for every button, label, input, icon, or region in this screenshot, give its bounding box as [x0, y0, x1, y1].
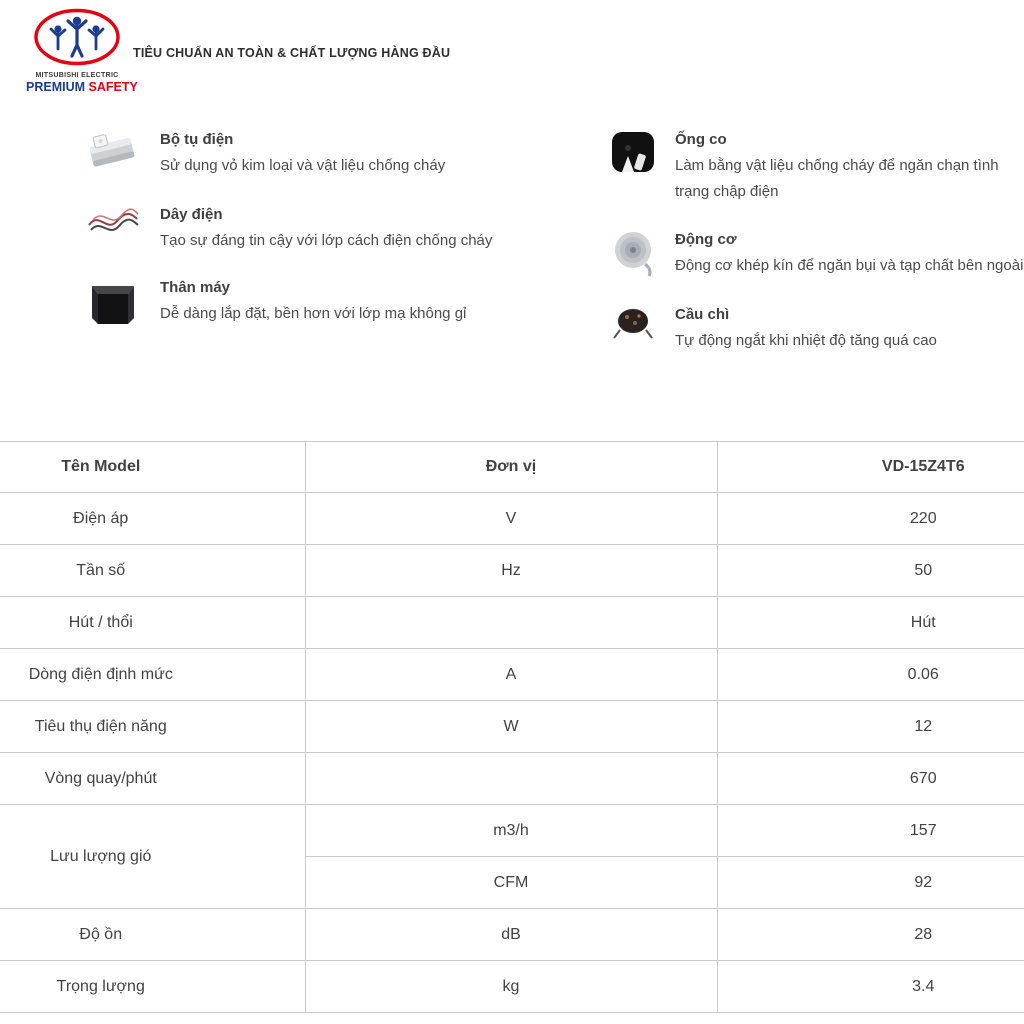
spec-value: 157 — [717, 805, 1024, 857]
spec-name: Trọng lượng — [0, 961, 305, 1013]
wire-icon — [66, 201, 160, 241]
feature-title: Dây điện — [160, 206, 223, 223]
table-row — [0, 805, 1024, 857]
spec-unit: A — [305, 649, 717, 701]
table-row — [0, 493, 1024, 545]
spec-value: 220 — [717, 493, 1024, 545]
feature-title: Động cơ — [675, 231, 737, 248]
table-row — [0, 649, 1024, 701]
feature-motor — [590, 226, 1024, 279]
feature-duct-connector — [590, 126, 1024, 205]
spec-name: Độ ồn — [0, 909, 305, 961]
feature-title: Cầu chì — [675, 306, 730, 323]
feature-fuse — [590, 301, 1024, 354]
spec-name: Tần số — [0, 545, 305, 597]
feature-desc: Tự động ngắt khi nhiệt độ tăng quá cao — [675, 332, 937, 349]
duct-connector-icon — [590, 126, 675, 178]
feature-title: Ống co — [675, 131, 727, 148]
spec-unit — [305, 753, 717, 805]
feature-desc: Dễ dàng lắp đặt, bền hơn với lớp mạ không gỉ — [160, 305, 467, 322]
col-header-value: VD-15Z4T6 — [717, 442, 1024, 493]
table-row — [0, 545, 1024, 597]
feature-capacitor — [66, 126, 566, 179]
feature-title: Thân máy — [160, 279, 231, 296]
spec-value: 12 — [717, 701, 1024, 753]
spec-table-body — [0, 493, 1024, 1013]
spec-name: Tiêu thụ điện năng — [0, 701, 305, 753]
table-row — [0, 753, 1024, 805]
col-header-model: Tên Model — [0, 442, 305, 493]
table-row — [0, 961, 1024, 1013]
feature-title: Bộ tụ điện — [160, 131, 234, 148]
table-header-row — [0, 442, 1024, 493]
spec-unit: Hz — [305, 545, 717, 597]
spec-value: 3.4 — [717, 961, 1024, 1013]
premium-safety-mark-icon — [33, 53, 121, 70]
table-row — [0, 597, 1024, 649]
col-header-unit: Đơn vị — [305, 442, 717, 493]
logo-premium-safety-text — [26, 80, 138, 94]
logo-premium: PREMIUM — [26, 80, 86, 94]
feature-desc: Động cơ khép kín để ngăn bụi và tạp chất bên ngoài — [675, 257, 1024, 274]
spec-value: Hút — [717, 597, 1024, 649]
logo-safety: SAFETY — [88, 80, 138, 94]
motor-icon — [590, 226, 675, 278]
feature-fan-body — [66, 274, 566, 330]
feature-desc: Tạo sự đáng tin cậy với lớp cách điện chống cháy — [160, 232, 493, 249]
spec-unit — [305, 597, 717, 649]
spec-unit: V — [305, 493, 717, 545]
spec-name: Hút / thổi — [0, 597, 305, 649]
spec-name: Vòng quay/phút — [0, 753, 305, 805]
fan-body-icon — [66, 274, 160, 330]
spec-unit: dB — [305, 909, 717, 961]
mitsubishi-premium-safety-logo — [26, 8, 138, 94]
safety-tagline: TIÊU CHUẨN AN TOÀN & CHẤT LƯỢNG HÀNG ĐẦU — [133, 46, 451, 60]
feature-wire — [66, 201, 566, 254]
spec-value: 670 — [717, 753, 1024, 805]
spec-value: 28 — [717, 909, 1024, 961]
feature-desc: Sử dụng vỏ kim loại và vật liệu chống cháy — [160, 157, 446, 174]
table-row — [0, 909, 1024, 961]
spec-unit: m3/h — [305, 805, 717, 857]
table-row — [0, 701, 1024, 753]
fuse-icon — [590, 301, 675, 345]
feature-desc: Làm bằng vật liệu chống cháy để ngăn chạn tình trạng chập điện — [675, 157, 999, 200]
spec-name: Lưu lượng gió — [0, 805, 305, 909]
spec-table — [0, 441, 1024, 1013]
spec-unit: kg — [305, 961, 717, 1013]
logo-brand-text: MITSUBISHI ELECTRIC — [35, 72, 119, 79]
spec-unit: CFM — [305, 857, 717, 909]
capacitor-icon — [66, 126, 160, 174]
spec-value: 50 — [717, 545, 1024, 597]
spec-value: 0.06 — [717, 649, 1024, 701]
spec-unit: W — [305, 701, 717, 753]
spec-name: Dòng điện định mức — [0, 649, 305, 701]
spec-value: 92 — [717, 857, 1024, 909]
spec-name: Điện áp — [0, 493, 305, 545]
